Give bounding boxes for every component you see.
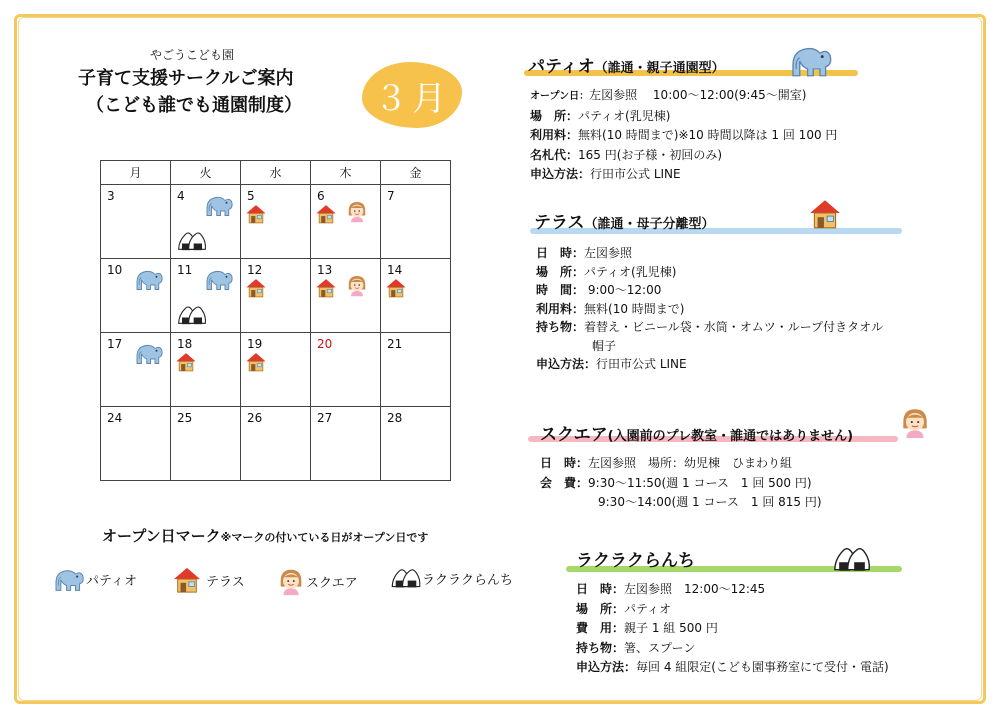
info-key: 場 所： xyxy=(536,264,585,279)
calendar-day-cell xyxy=(171,407,241,481)
info-value: 箸、スプーン xyxy=(624,640,696,655)
calendar-week-row xyxy=(101,185,451,259)
page-title: 子育て支援サークルご案内 xyxy=(78,68,294,89)
info-row xyxy=(536,263,883,282)
info-row xyxy=(536,300,883,319)
girl-icon xyxy=(276,566,306,596)
calendar-day-number: 24 xyxy=(107,411,123,425)
info-value: 左図参照 場所：幼児棟 ひまわり組 xyxy=(588,456,793,470)
lunch-info xyxy=(576,580,889,678)
terrace-info xyxy=(536,244,883,374)
info-row xyxy=(536,337,883,356)
calendar-day-number: 21 xyxy=(387,337,403,351)
info-row xyxy=(536,281,883,300)
calendar-day-number: 25 xyxy=(177,411,193,425)
patio-title-text: パティオ xyxy=(528,57,595,77)
info-value: 着替え・ビニール袋・水筒・オムツ・ループ付きタオル xyxy=(584,320,884,334)
legend-item-terrace xyxy=(172,566,245,594)
elephant-icon xyxy=(788,42,834,78)
house-icon xyxy=(808,198,842,230)
terrace-subtitle: （誰通・母子分離型） xyxy=(584,217,715,232)
info-key: 持ち物： xyxy=(536,320,585,334)
calendar-day-number: 18 xyxy=(177,337,193,351)
info-row xyxy=(530,86,837,107)
calendar-day-number: 14 xyxy=(387,263,403,277)
calendar-day-number: 10 xyxy=(107,263,123,277)
page-subtitle: （こども誰でも通園制度） xyxy=(86,95,302,116)
info-row xyxy=(540,474,822,494)
terrace-title xyxy=(534,208,715,233)
legend-label: パティオ xyxy=(86,573,137,589)
calendar-day-cell xyxy=(311,259,381,333)
calendar-day-cell xyxy=(241,333,311,407)
info-row xyxy=(530,165,837,185)
square-title xyxy=(540,420,853,445)
info-row xyxy=(540,454,822,474)
house-icon xyxy=(385,277,407,299)
house-icon xyxy=(245,351,267,373)
calendar-day-number: 28 xyxy=(387,411,403,425)
info-key: 費 用： xyxy=(576,621,625,635)
calendar-day-number: 11 xyxy=(177,263,193,277)
info-value: 165 円(お子様・初回のみ) xyxy=(578,147,723,162)
weekday-header: 水 xyxy=(241,161,311,185)
elephant-icon xyxy=(134,267,164,291)
calendar-day-cell xyxy=(381,259,451,333)
info-key: 会 費： xyxy=(540,475,589,490)
square-title-text: スクエア xyxy=(540,425,608,445)
calendar-day-number: 27 xyxy=(317,411,333,425)
info-value: パティオ xyxy=(624,601,672,616)
calendar-day-cell xyxy=(241,259,311,333)
square-subtitle: (入園前のプレ教室・誰通ではありません) xyxy=(607,429,854,444)
calendar-week-row xyxy=(101,407,451,481)
calendar-day-cell xyxy=(101,333,171,407)
info-value: 毎回 4 組限定(こども園事務室にて受付・電話) xyxy=(636,660,889,674)
elephant-icon xyxy=(52,566,86,592)
info-row xyxy=(576,619,889,639)
calendar-day-cell xyxy=(381,407,451,481)
legend-item-patio xyxy=(52,566,137,592)
info-key: オープン日： xyxy=(530,91,590,102)
calendar-day-number: 5 xyxy=(247,189,255,203)
info-value: 左図参照 12:00～12:45 xyxy=(624,582,766,596)
calendar-day-cell xyxy=(381,333,451,407)
terrace-title-text: テラス xyxy=(534,213,585,233)
elephant-icon xyxy=(204,267,234,291)
house-icon xyxy=(245,203,267,225)
info-row xyxy=(530,107,837,127)
info-row xyxy=(536,244,883,263)
calendar-day-number: 17 xyxy=(107,337,123,351)
calendar-day-number: 7 xyxy=(387,189,395,203)
kindergarten-name: やごうこども園 xyxy=(150,48,235,62)
girl-icon xyxy=(345,273,369,297)
legend-label: スクエア xyxy=(306,575,358,591)
info-row xyxy=(576,639,889,659)
info-value: 9:30～11:50(週 1 コース 1 回 500 円) xyxy=(588,475,812,490)
house-icon xyxy=(315,203,337,225)
info-value: 行田市公式 LINE xyxy=(596,357,687,371)
info-key: 申込方法： xyxy=(576,660,637,674)
calendar-day-cell xyxy=(171,185,241,259)
legend-label: ラクラクらんち xyxy=(422,572,514,588)
info-key: 場 所： xyxy=(576,601,625,616)
legend-note: ※マークの付いている日がオープン日です xyxy=(220,531,429,544)
calendar-day-cell xyxy=(171,259,241,333)
info-value: 左図参照 xyxy=(584,246,633,260)
calendar-week-row xyxy=(101,259,451,333)
info-row xyxy=(536,355,883,374)
info-row xyxy=(576,658,889,678)
lunch-title: ラクラクらんち xyxy=(576,551,695,571)
onigiri-icon xyxy=(390,566,422,590)
house-icon xyxy=(315,277,337,299)
onigiri-icon xyxy=(177,229,207,253)
info-value: パティオ(乳児棟) xyxy=(584,264,677,279)
weekday-header: 火 xyxy=(171,161,241,185)
house-icon xyxy=(245,277,267,299)
calendar-day-number: 12 xyxy=(247,263,263,277)
info-value: パティオ(乳児棟) xyxy=(578,108,671,123)
weekday-header: 月 xyxy=(101,161,171,185)
legend-item-square xyxy=(276,566,358,596)
info-value: 左図参照 10:00～12:00(9:45～開室) xyxy=(589,88,807,102)
info-row xyxy=(576,600,889,620)
calendar-day-number: 6 xyxy=(317,189,325,203)
info-value: 9:30～14:00(週 1 コース 1 回 815 円) xyxy=(598,495,822,509)
calendar-day-number: 26 xyxy=(247,411,263,425)
patio-info xyxy=(530,86,837,185)
info-row xyxy=(576,580,889,600)
calendar-day-cell xyxy=(101,259,171,333)
info-row xyxy=(540,493,822,513)
calendar-day-number: 19 xyxy=(247,337,263,351)
info-key: 日 時： xyxy=(536,246,585,260)
house-icon xyxy=(172,566,202,594)
info-value: 9:00～12:00 xyxy=(584,283,662,297)
elephant-icon xyxy=(134,341,164,365)
elephant-icon xyxy=(204,193,234,217)
info-key: 持ち物： xyxy=(576,640,625,655)
legend-title xyxy=(102,525,428,546)
patio-subtitle: （誰通・親子通園型） xyxy=(594,61,725,76)
info-key: 時 間： xyxy=(536,283,585,297)
info-row xyxy=(536,318,883,337)
info-key: 日 時： xyxy=(576,582,625,596)
weekday-header: 木 xyxy=(311,161,381,185)
info-key: 場 所： xyxy=(530,108,579,123)
info-row xyxy=(530,126,837,146)
info-value: 無料(10 時間まで) xyxy=(584,301,685,316)
month-label: ３月 xyxy=(374,78,450,119)
info-key: 利用料： xyxy=(530,128,579,142)
calendar-day-cell xyxy=(311,407,381,481)
weekday-header: 金 xyxy=(381,161,451,185)
info-key: 申込方法： xyxy=(536,357,597,371)
info-value: 親子 1 組 500 円 xyxy=(624,621,718,635)
calendar-day-number: 3 xyxy=(107,189,115,203)
onigiri-icon xyxy=(830,544,874,574)
square-info xyxy=(540,454,822,513)
girl-icon xyxy=(898,404,932,440)
info-row xyxy=(530,146,837,166)
house-icon xyxy=(175,351,197,373)
calendar-day-cell xyxy=(241,185,311,259)
legend-title-text: オープン日マーク xyxy=(102,527,221,545)
calendar-day-number: 4 xyxy=(177,189,185,203)
calendar-day-cell xyxy=(311,185,381,259)
calendar-day-number: 20 xyxy=(317,337,333,351)
calendar-weekday-row xyxy=(101,161,451,185)
girl-icon xyxy=(345,199,369,223)
info-key: 名札代： xyxy=(530,147,579,162)
info-key: 申込方法： xyxy=(530,167,591,181)
calendar-day-cell xyxy=(241,407,311,481)
calendar-day-number: 13 xyxy=(317,263,333,277)
calendar-week-row xyxy=(101,333,451,407)
calendar-day-cell xyxy=(381,185,451,259)
calendar-day-cell xyxy=(101,407,171,481)
calendar xyxy=(100,160,451,481)
info-value: 行田市公式 LINE xyxy=(590,167,681,181)
info-value: 無料(10 時間まで)※10 時間以降は 1 回 100 円 xyxy=(578,128,838,142)
info-key: 利用料： xyxy=(536,301,585,316)
legend-label: テラス xyxy=(206,574,245,590)
info-key: 日 時： xyxy=(540,456,589,470)
onigiri-icon xyxy=(177,303,207,327)
info-value: 帽子 xyxy=(592,338,617,353)
calendar-day-cell xyxy=(171,333,241,407)
legend-item-lunch xyxy=(390,566,513,590)
patio-title xyxy=(528,52,725,77)
calendar-day-cell xyxy=(101,185,171,259)
calendar-day-cell xyxy=(311,333,381,407)
